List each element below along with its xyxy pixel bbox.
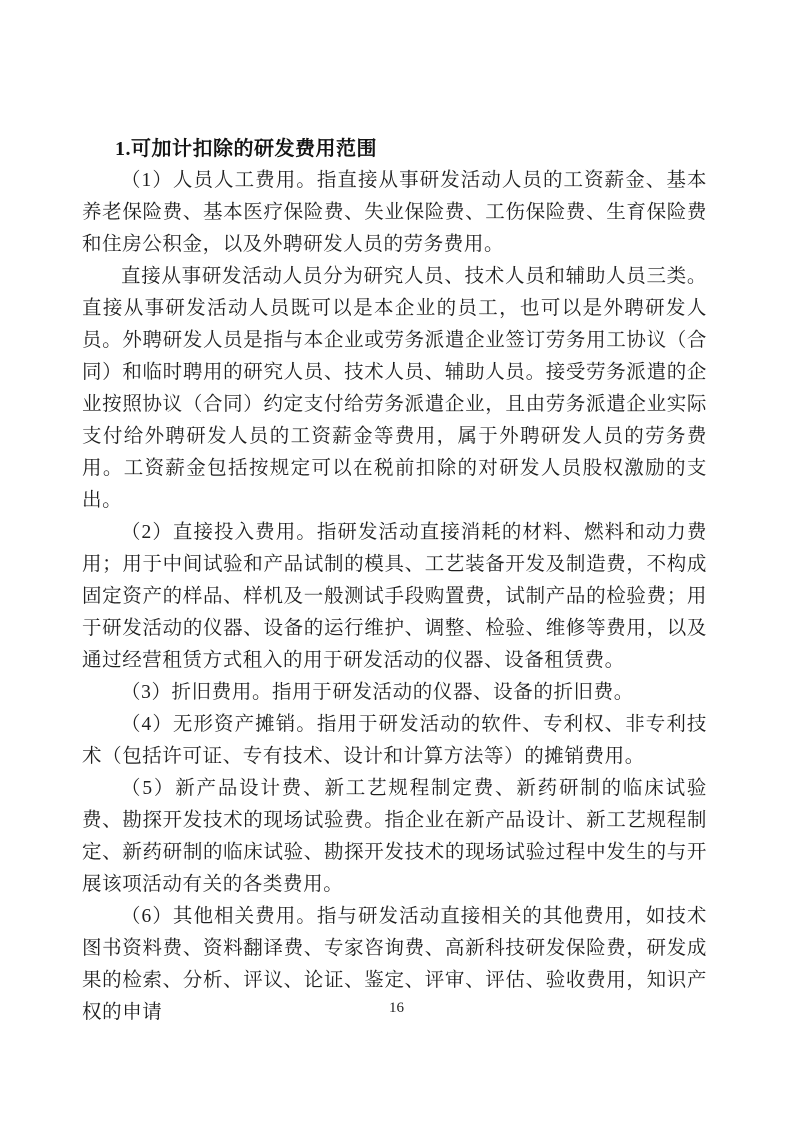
section-heading: 1.可加计扣除的研发费用范围: [115, 138, 377, 160]
paragraph: （4）无形资产摊销。指用于研发活动的软件、专利权、非专利技术（包括许可证、专有技术、设计和计算方法等）的摊销费用。: [82, 714, 707, 767]
paragraph: （1）人员人工费用。指直接从事研发活动人员的工资薪金、基本养老保险费、基本医疗保险费、失业保险费、工伤保险费、生育保险费和住房公积金，以及外聘研发人员的劳务费用。: [82, 170, 707, 255]
paragraph: （3）折旧费用。指用于研发活动的仪器、设备的折旧费。: [121, 682, 634, 703]
paragraph: （2）直接投入费用。指研发活动直接消耗的材料、燃料和动力费用；用于中间试验和产品试制的模具、工艺装备开发及制造费，不构成固定资产的样品、样机及一般测试手段购置费，试制产品的检验费；用于研发活动的仪器、设备的运行维护、调整、检验、维修等费用，以及通过经营租赁方式租入的用于研发活动的仪器、设备租赁费。: [82, 522, 707, 671]
paragraph: （6）其他相关费用。指与研发活动直接相关的其他费用，如技术图书资料费、资料翻译费、专家咨询费、高新科技研发保险费，研发成果的检索、分析、评议、论证、鉴定、评审、评估、验收费用，知识产权的申请: [82, 906, 707, 1023]
paragraph: （5）新产品设计费、新工艺规程制定费、新药研制的临床试验费、勘探开发技术的现场试验费。指企业在新产品设计、新工艺规程制定、新药研制的临床试验、勘探开发技术的现场试验过程中发生的与开展该项活动有关的各类费用。: [82, 778, 707, 895]
document-body: [82, 133, 707, 1029]
paragraph: 直接从事研发活动人员分为研究人员、技术人员和辅助人员三类。直接从事研发活动人员既可以是本企业的员工，也可以是外聘研发人员。外聘研发人员是指与本企业或劳务派遣企业签订劳务用工协议（合同）和临时聘用的研究人员、技术人员、辅助人员。接受劳务派遣的企业按照协议（合同）约定支付给劳务派遣企业，且由劳务派遣企业实际支付给外聘研发人员的工资薪金等费用，属于外聘研发人员的劳务费用。工资薪金包括按规定可以在税前扣除的对研发人员股权激励的支出。: [82, 266, 707, 511]
page-number: 16: [389, 1000, 404, 1016]
